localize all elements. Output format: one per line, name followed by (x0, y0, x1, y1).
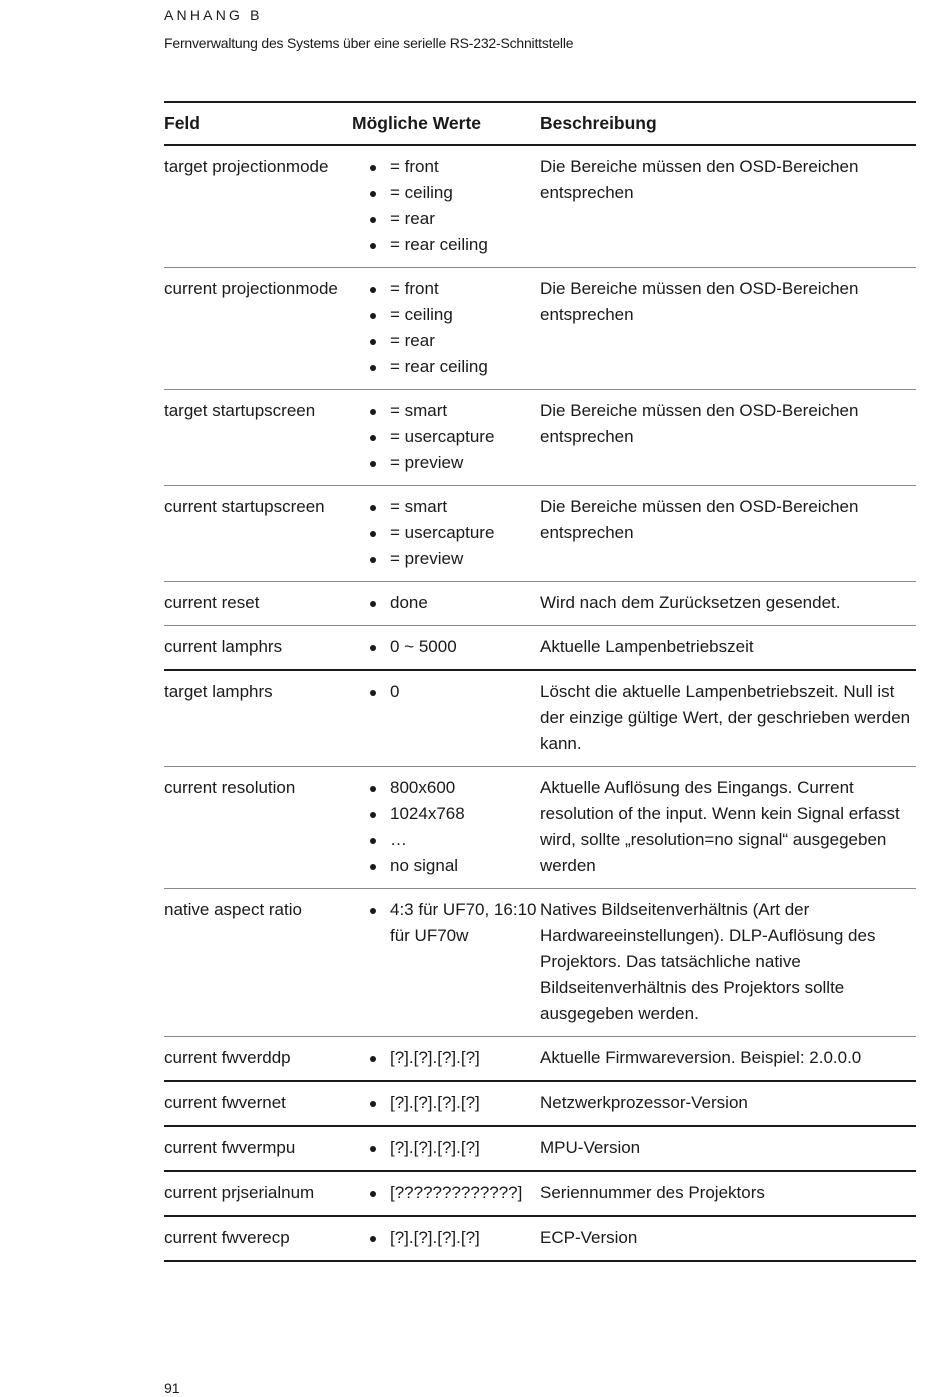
field-cell: current lamphrs (164, 626, 352, 671)
field-cell: current resolution (164, 767, 352, 889)
description-cell: Die Bereiche müssen den OSD-Bereichen entsprechen (540, 268, 916, 390)
description-cell: Die Bereiche müssen den OSD-Bereichen entsprechen (540, 486, 916, 582)
table-row (164, 1081, 916, 1126)
values-cell (352, 582, 540, 626)
values-cell (352, 767, 540, 889)
description-cell: Aktuelle Lampenbetriebszeit (540, 626, 916, 671)
values-cell (352, 1081, 540, 1126)
table-row (164, 767, 916, 889)
table-row (164, 1216, 916, 1261)
value-item: = preview (352, 450, 540, 476)
values-list (352, 1225, 540, 1251)
value-item: 4:3 für UF70, 16:10 für UF70w (352, 897, 540, 949)
table-row (164, 145, 916, 268)
value-item: no signal (352, 853, 540, 879)
value-item: [?????????????] (352, 1180, 540, 1206)
values-cell (352, 1037, 540, 1082)
values-cell (352, 1126, 540, 1171)
value-item: = usercapture (352, 424, 540, 450)
values-list (352, 1180, 540, 1206)
values-cell (352, 486, 540, 582)
value-item: done (352, 590, 540, 616)
values-cell (352, 626, 540, 671)
description-cell: ECP-Version (540, 1216, 916, 1261)
value-item: 1024x768 (352, 801, 540, 827)
value-item: = front (352, 276, 540, 302)
table-row (164, 626, 916, 671)
table-row (164, 390, 916, 486)
values-cell (352, 889, 540, 1037)
values-list (352, 398, 540, 476)
value-item: … (352, 827, 540, 853)
field-cell: current prjserialnum (164, 1171, 352, 1216)
field-cell: target startupscreen (164, 390, 352, 486)
table-row (164, 1126, 916, 1171)
values-cell (352, 1216, 540, 1261)
values-list (352, 1090, 540, 1116)
value-item: [?].[?].[?].[?] (352, 1045, 540, 1071)
table-row (164, 486, 916, 582)
field-cell: current fwverddp (164, 1037, 352, 1082)
description-cell: Die Bereiche müssen den OSD-Bereichen entsprechen (540, 390, 916, 486)
command-table (164, 101, 916, 1262)
field-cell: native aspect ratio (164, 889, 352, 1037)
values-list (352, 775, 540, 879)
value-item: 800x600 (352, 775, 540, 801)
field-cell: target lamphrs (164, 670, 352, 767)
values-cell (352, 1171, 540, 1216)
field-cell: current fwvernet (164, 1081, 352, 1126)
description-cell: MPU-Version (540, 1126, 916, 1171)
values-cell (352, 670, 540, 767)
description-cell: Die Bereiche müssen den OSD-Bereichen entsprechen (540, 145, 916, 268)
value-item: = front (352, 154, 540, 180)
value-item: [?].[?].[?].[?] (352, 1225, 540, 1251)
values-cell (352, 390, 540, 486)
value-item: [?].[?].[?].[?] (352, 1090, 540, 1116)
column-header-field: Feld (164, 102, 352, 145)
table-header-row (164, 102, 916, 145)
value-item: [?].[?].[?].[?] (352, 1135, 540, 1161)
values-list (352, 494, 540, 572)
field-cell: current startupscreen (164, 486, 352, 582)
description-cell: Natives Bildseitenverhältnis (Art der Hardwareeinstellungen). DLP-Auflösung des Projektors. Das tatsächliche native Bildseitenverhältnis des Projektors sollte ausgegeben werden. (540, 889, 916, 1037)
values-list (352, 276, 540, 380)
value-item: 0 (352, 679, 540, 705)
value-item: = rear ceiling (352, 354, 540, 380)
values-cell (352, 268, 540, 390)
field-cell: current reset (164, 582, 352, 626)
table-row (164, 889, 916, 1037)
values-list (352, 1045, 540, 1071)
section-subtitle: Fernverwaltung des Systems über eine serielle RS-232-Schnittstelle (164, 35, 574, 51)
table-row (164, 1171, 916, 1216)
value-item: = ceiling (352, 302, 540, 328)
value-item: = usercapture (352, 520, 540, 546)
column-header-description: Beschreibung (540, 102, 916, 145)
field-cell: target projectionmode (164, 145, 352, 268)
table-row (164, 582, 916, 626)
description-cell: Aktuelle Auflösung des Eingangs. Current resolution of the input. Wenn kein Signal erfasst wird, sollte „resolution=no signal“ ausgegeben werden (540, 767, 916, 889)
table-row (164, 670, 916, 767)
table-row (164, 1037, 916, 1082)
value-item: = smart (352, 398, 540, 424)
description-cell: Seriennummer des Projektors (540, 1171, 916, 1216)
description-cell: Löscht die aktuelle Lampenbetriebszeit. Null ist der einzige gültige Wert, der geschrieben werden kann. (540, 670, 916, 767)
value-item: = ceiling (352, 180, 540, 206)
description-cell: Netzwerkprozessor-Version (540, 1081, 916, 1126)
field-cell: current projectionmode (164, 268, 352, 390)
column-header-values: Mögliche Werte (352, 102, 540, 145)
value-item: = rear ceiling (352, 232, 540, 258)
values-list (352, 1135, 540, 1161)
value-item: 0 ~ 5000 (352, 634, 540, 660)
value-item: = rear (352, 328, 540, 354)
value-item: = smart (352, 494, 540, 520)
page-number: 91 (164, 1380, 180, 1396)
description-cell: Aktuelle Firmwareversion. Beispiel: 2.0.0.0 (540, 1037, 916, 1082)
values-list (352, 634, 540, 660)
value-item: = rear (352, 206, 540, 232)
description-cell: Wird nach dem Zurücksetzen gesendet. (540, 582, 916, 626)
values-list (352, 897, 540, 949)
table-row (164, 268, 916, 390)
appendix-label: ANHANG B (164, 7, 263, 23)
values-list (352, 679, 540, 705)
values-list (352, 154, 540, 258)
values-list (352, 590, 540, 616)
field-cell: current fwvermpu (164, 1126, 352, 1171)
value-item: = preview (352, 546, 540, 572)
field-cell: current fwverecp (164, 1216, 352, 1261)
values-cell (352, 145, 540, 268)
